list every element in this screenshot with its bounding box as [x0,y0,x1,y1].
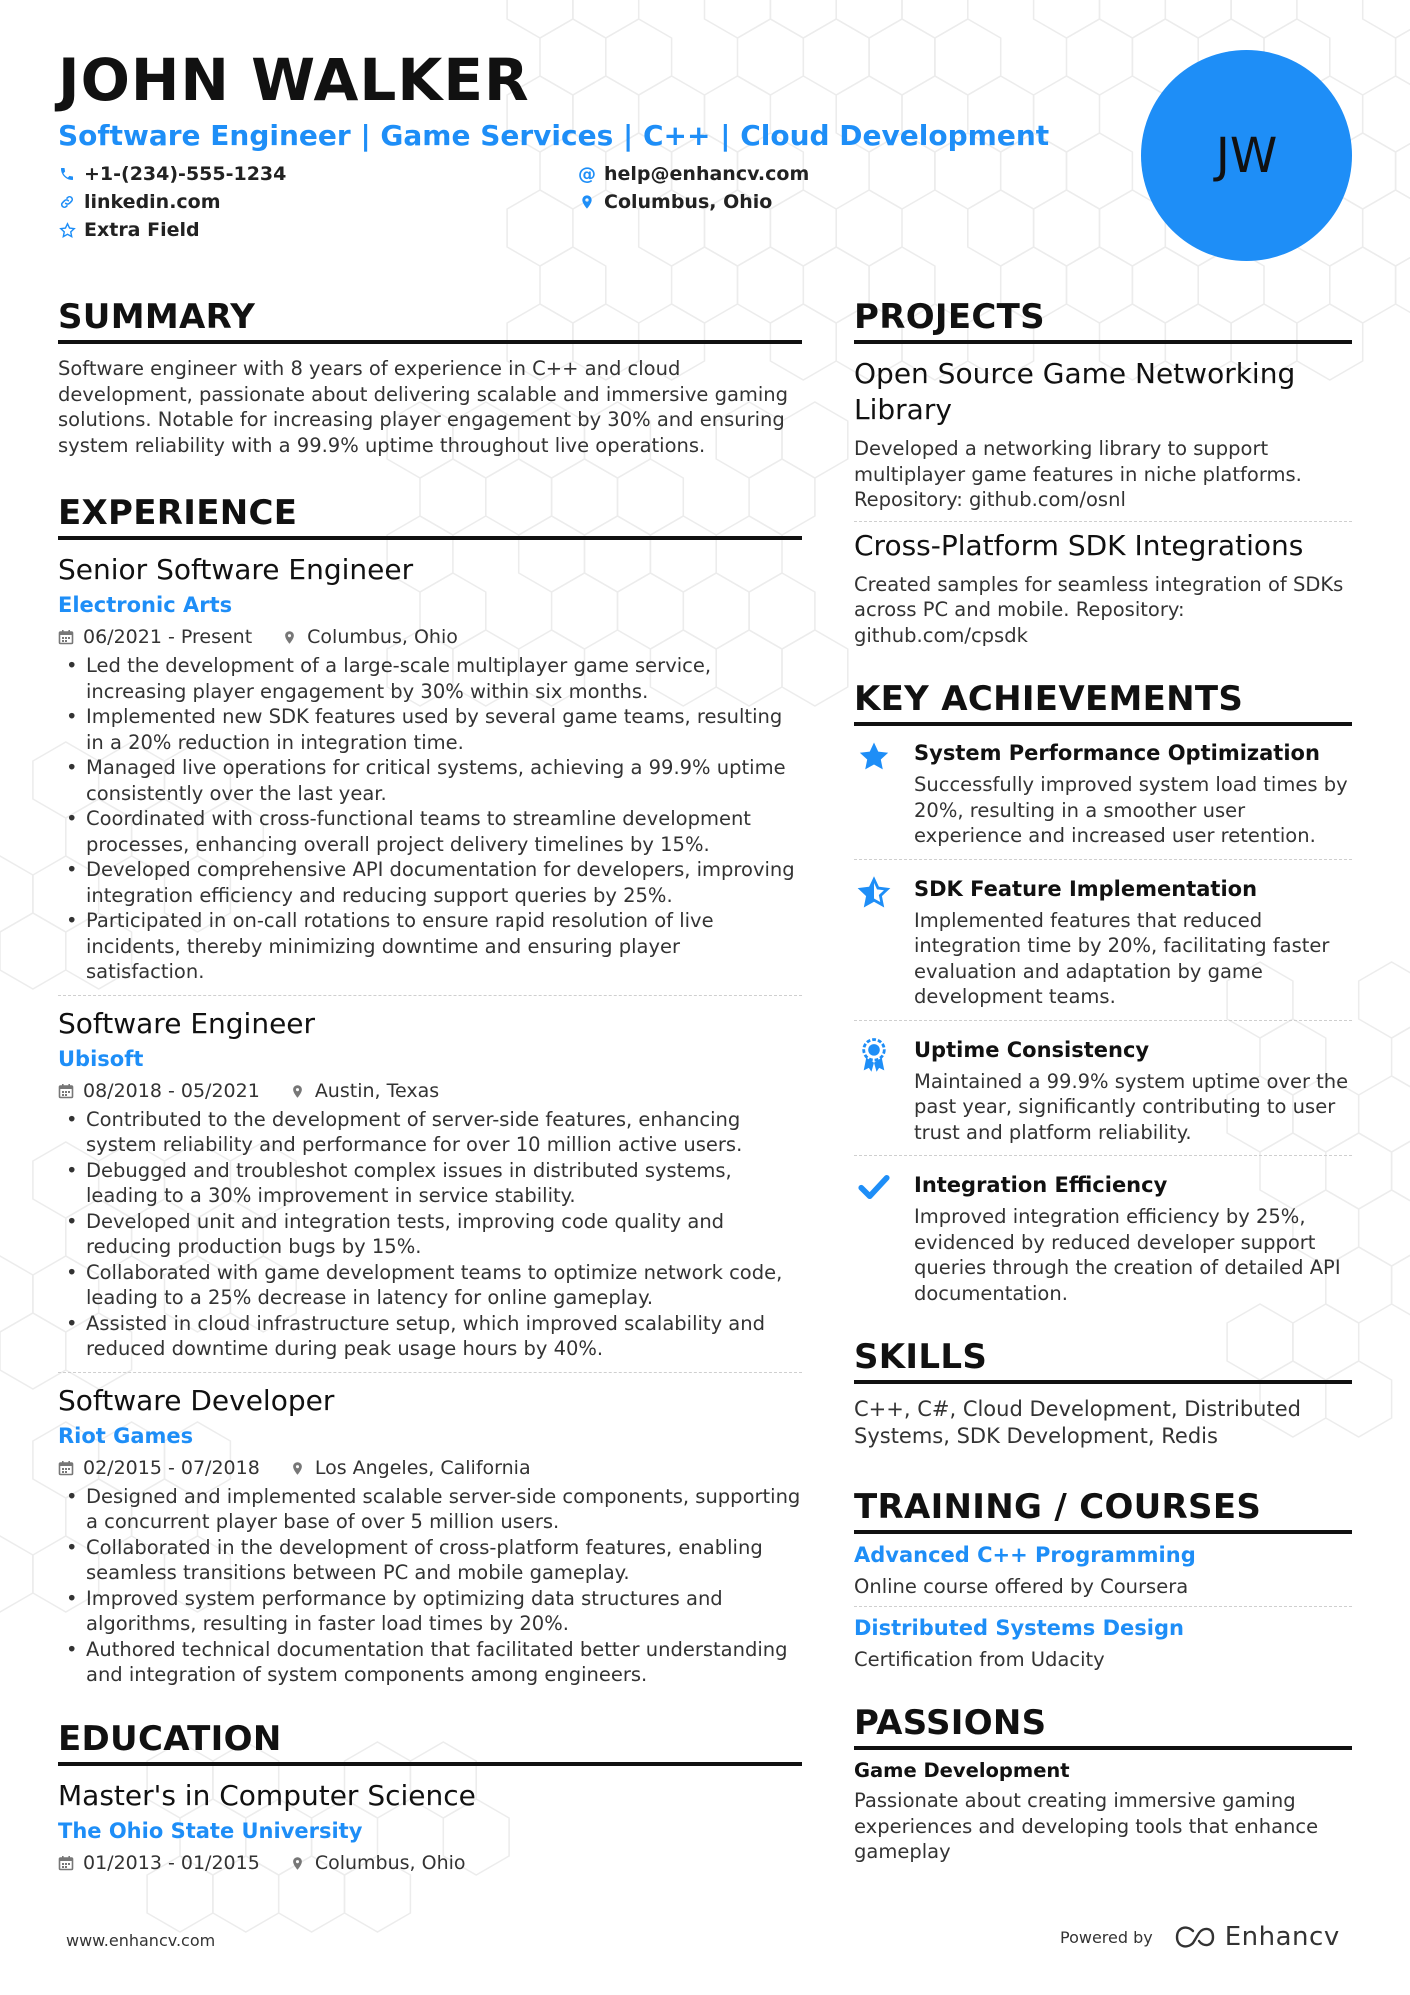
job-dates [58,1077,260,1105]
contact-location [578,190,998,214]
calendar-icon [58,629,74,645]
company-name[interactable]: Ubisoft [58,1046,144,1071]
experience-entry [58,1006,802,1362]
contact-email[interactable] [578,162,998,186]
job-bullets [58,1484,802,1688]
achievement-title: SDK Feature Implementation [914,876,1258,901]
contact-info [58,162,1058,242]
job-location [290,1077,439,1105]
location-pin-icon [290,1855,306,1871]
job-meta [58,1077,802,1105]
project-description: Created samples for seamless integration of SDKs across PC and mobile. Repository: github.com/cpsdk [854,572,1344,647]
experience-entry [58,1383,802,1688]
checkmark-icon [854,1170,894,1306]
enhancv-logo-icon [1173,1925,1217,1949]
star-filled-icon [854,738,894,849]
achievements-section [854,678,1352,1312]
section-title-summary: SUMMARY [58,296,802,344]
project-entry [854,528,1352,649]
project-entry [854,356,1352,513]
bullet-item: • Contributed to the development of server-side features, enhancing system reliability and performance for over 10 million active users. [58,1107,802,1158]
divider [58,1372,802,1373]
section-title-training-courses: TRAINING / COURSES [854,1486,1352,1534]
location-text: Columbus, Ohio [604,191,773,213]
education-dates-text: 01/2013 - 01/2015 [83,1851,260,1874]
skills-section [854,1336,1352,1450]
summary-section [58,296,802,458]
phone-text: +1-(234)-555-1234 [84,163,287,185]
course-title[interactable]: Advanced C++ Programming [854,1543,1196,1567]
project-title: Cross-Platform SDK Integrations [854,528,1304,562]
contact-extra-field [58,218,578,242]
bullet-item: • Improved system performance by optimizing data structures and algorithms, resulting in faster load times by 20%. [58,1586,802,1637]
phone-icon [58,165,76,183]
calendar-icon [58,1083,74,1099]
job-title: Senior Software Engineer [58,553,414,586]
achievement-description: Improved integration efficiency by 25%, evidenced by reduced developer support queries through the creation of detailed API documentation. [914,1205,1341,1305]
section-title-key-achievements: KEY ACHIEVEMENTS [854,678,1352,726]
email-text: help@enhancv.com [604,163,810,185]
bullet-item: • Developed unit and integration tests, improving code quality and reducing production bugs by 15%. [58,1209,802,1260]
avatar: JW [1141,50,1352,261]
candidate-name: JOHN WALKER [58,46,530,114]
bullet-item: • Collaborated in the development of cross-platform features, enabling seamless transitions between PC and mobile gameplay. [58,1535,802,1586]
job-dates [58,623,252,651]
school-name[interactable]: The Ohio State University [58,1818,363,1843]
experience-entry [58,552,802,985]
left-column [58,296,802,1877]
at-sign-icon: @ [578,163,596,185]
job-location-text: Austin, Texas [314,1079,440,1102]
education-location-text: Columbus, Ohio [314,1851,466,1874]
divider [854,1606,1352,1607]
location-pin-icon [290,1083,306,1099]
job-dates [58,1454,260,1482]
divider [854,521,1352,522]
right-column [854,296,1352,1865]
achievement-description: Successfully improved system load times by 20%, resulting in a smoother user experience and increased user retention. [914,773,1348,847]
linkedin-text: linkedin.com [84,191,221,213]
enhancv-logo[interactable] [1173,1922,1340,1952]
section-title-projects: PROJECTS [854,296,1352,344]
job-location-text: Columbus, Ohio [307,626,458,648]
job-title: Software Developer [58,1383,335,1417]
achievement-description: Maintained a 99.9% system uptime over the past year, significantly contributing to user trust and platform reliability. [914,1069,1349,1144]
bullet-item: • Implemented new SDK features used by several game teams, resulting in a 20% reduction in integration time. [58,704,802,755]
calendar-icon [58,1460,74,1476]
divider [854,859,1352,860]
experience-section [58,492,802,1688]
footer-branding [1060,1922,1340,1952]
contact-phone[interactable] [58,162,578,186]
resume-header [58,44,1058,242]
divider [58,995,802,996]
job-location [282,623,458,651]
award-ribbon-icon [854,1035,894,1146]
section-title-education: EDUCATION [58,1718,802,1766]
bullet-item: • Assisted in cloud infrastructure setup, which improved scalability and reduced downtime during peak usage hours by 40%. [58,1311,802,1362]
achievement-entry [854,864,1352,1016]
degree-title: Master's in Computer Science [58,1778,476,1812]
company-name[interactable]: Electronic Arts [58,593,233,617]
education-dates [58,1849,260,1877]
course-description: Online course offered by Coursera [854,1575,1189,1598]
divider [854,1020,1352,1021]
bullet-item: • Authored technical documentation that facilitated better understanding and integration of system components among engineers. [58,1637,802,1688]
location-pin-icon [282,629,298,645]
job-location-text: Los Angeles, California [314,1456,531,1479]
company-name[interactable]: Riot Games [58,1423,194,1448]
project-description: Developed a networking library to support multiplayer game features in niche platforms. Repository: github.com/osnl [854,437,1302,511]
achievement-title: System Performance Optimization [914,741,1320,765]
divider [854,1155,1352,1156]
education-section [58,1718,802,1877]
job-meta [58,1454,802,1482]
achievement-entry [854,728,1352,855]
achievement-title: Uptime Consistency [914,1037,1150,1062]
passions-section [854,1702,1352,1865]
achievement-entry [854,1160,1352,1312]
bullet-item: • Developed comprehensive API documentation for developers, improving integration efficiency and reducing support queries by 25%. [58,857,802,908]
calendar-icon [58,1855,74,1871]
contact-linkedin[interactable] [58,190,578,214]
link-icon [58,193,76,211]
bullet-item: • Collaborated with game development teams to optimize network code, leading to a 25% decrease in latency for online gameplay. [58,1260,802,1311]
passion-title: Game Development [854,1759,1070,1782]
passion-description: Passionate about creating immersive gaming experiences and developing tools that enhance gameplay [854,1789,1319,1863]
project-title: Open Source Game Networking Library [854,357,1296,426]
job-dates-text: 02/2015 - 07/2018 [83,1456,260,1479]
bullet-item: • Participated in on-call rotations to ensure rapid resolution of live incidents, thereby minimizing downtime and ensuring player satisfaction. [58,908,802,985]
course-entry [854,1540,1352,1600]
job-title: Software Engineer [58,1006,316,1040]
bullet-item: • Managed live operations for critical systems, achieving a 99.9% uptime consistently over the last year. [58,755,802,806]
achievement-entry [854,1025,1352,1152]
course-entry [854,1613,1352,1673]
education-location [290,1849,466,1877]
job-location [290,1454,531,1482]
education-meta [58,1849,802,1877]
job-bullets [58,1107,802,1362]
star-outline-icon [58,221,76,239]
projects-section [854,296,1352,648]
powered-by-label: Powered by [1060,1927,1153,1947]
brand-name: Enhancv [1224,1922,1340,1952]
job-dates-text: 08/2018 - 05/2021 [83,1079,260,1102]
footer-website-link[interactable]: www.enhancv.com [66,1931,216,1950]
bullet-item: • Debugged and troubleshot complex issues in distributed systems, leading to a 30% improvement in service stability. [58,1158,802,1209]
summary-text: Software engineer with 8 years of experience in C++ and cloud development, passionate about delivering scalable and immersive gaming solutions. Notable for increasing player engagement by 30% and ensuring system reliability with a 99.9% uptime throughout live operations. [58,357,789,457]
skills-list: C++, C#, Cloud Development, Distributed Systems, SDK Development, Redis [854,1397,1301,1448]
course-description: Certification from Udacity [854,1647,1105,1671]
section-title-skills: SKILLS [854,1336,1352,1384]
section-title-passions: PASSIONS [854,1702,1352,1750]
star-outline-icon [854,874,894,1010]
candidate-headline: Software Engineer | Game Services | C++ | Cloud Development [58,119,1050,152]
bullet-item: • Coordinated with cross-functional teams to streamline development processes, enhancing overall project delivery timelines by 15%. [58,806,802,857]
job-meta [58,623,802,651]
achievement-title: Integration Efficiency [914,1173,1168,1197]
job-bullets [58,653,802,985]
course-title[interactable]: Distributed Systems Design [854,1615,1184,1640]
section-title-experience: EXPERIENCE [58,492,802,540]
location-pin-icon [290,1460,306,1476]
achievement-description: Implemented features that reduced integration time by 20%, facilitating faster evaluation and adaptation by game development teams. [914,908,1330,1008]
training-section [854,1486,1352,1672]
extra-field-text: Extra Field [84,219,200,241]
job-dates-text: 06/2021 - Present [83,626,253,648]
location-pin-icon [578,193,596,211]
bullet-item: • Led the development of a large-scale multiplayer game service, increasing player engagement by 30% within six months. [58,653,802,704]
bullet-item: • Designed and implemented scalable server-side components, supporting a concurrent player base of over 5 million users. [58,1484,802,1535]
